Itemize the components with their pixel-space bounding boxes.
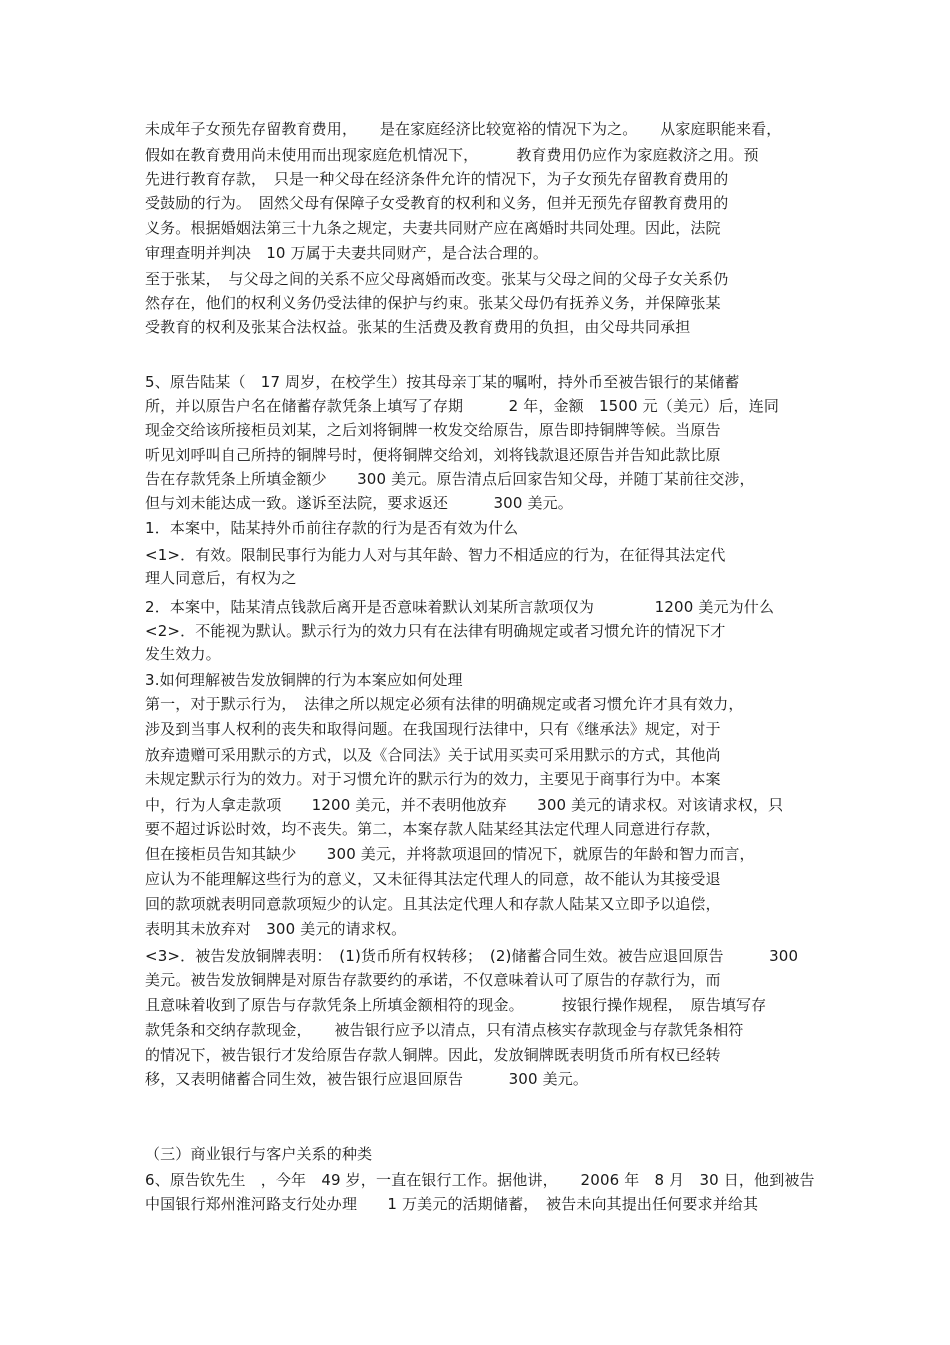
text-line: 中国银行郑州淮河路支行处办理 1 万美元的活期储蓄， 被告未向其提出任何要求并给其 [145, 1195, 759, 1213]
text-line: 1．本案中，陆某持外币前往存款的行为是否有效为什么 [145, 519, 519, 537]
text-line: 但与刘未能达成一致。遂诉至法院，要求返还 300 美元。 [145, 494, 573, 512]
text-line: <2>．不能视为默认。默示行为的效力只有在法律有明确规定或者习惯允许的情况下才 [145, 622, 726, 640]
text-line: <1>．有效。限制民事行为能力人对与其年龄、智力不相适应的行为，在征得其法定代 [145, 546, 726, 564]
text-line: 涉及到当事人权利的丧失和取得问题。在我国现行法律中，只有《继承法》规定，对于 [145, 720, 721, 738]
text-line: 表明其未放弃对 300 美元的请求权。 [145, 920, 407, 938]
text-line: 3.如何理解被告发放铜牌的行为本案应如何处理 [145, 671, 463, 689]
text-line: 的情况下，被告银行才发给原告存款人铜牌。因此，发放铜牌既表明货币所有权已经转 [145, 1046, 721, 1064]
text-line: 未规定默示行为的效力。对于习惯允许的默示行为的效力，主要见于商事行为中。本案 [145, 770, 721, 788]
text-line: 现金交给该所接柜员刘某，之后刘将铜牌一枚发交给原告，原告即持铜牌等候。当原告 [145, 421, 721, 439]
text-line: 6、原告钦先生 ，今年 49 岁，一直在银行工作。据他讲， 2006 年 8 月 30 日，他到被告 [145, 1171, 815, 1189]
text-line: 发生效力。 [145, 645, 221, 663]
text-line: 放弃遗赠可采用默示的方式，以及《合同法》关于试用买卖可采用默示的方式，其他尚 [145, 746, 721, 764]
text-line: 5、原告陆某（ 17 周岁，在校学生）按其母亲丁某的嘱咐，持外币至被告银行的某储蓄 [145, 373, 740, 391]
text-line: 要不超过诉讼时效，均不丧失。第二，本案存款人陆某经其法定代理人同意进行存款， [145, 820, 721, 838]
text-line: 但在接柜员告知其缺少 300 美元，并将款项退回的情况下，就原告的年龄和智力而言， [145, 845, 755, 863]
text-line: 未成年子女预先存留教育费用， 是在家庭经济比较宽裕的情况下为之。 从家庭职能来看， [145, 120, 782, 138]
text-line: 义务。根据婚姻法第三十九条之规定，夫妻共同财产应在离婚时共同处理。因此，法院 [145, 219, 721, 237]
text-line: 2．本案中，陆某清点钱款后离开是否意味着默认刘某所言款项仅为 1200 美元为什么 [145, 598, 775, 616]
text-line: 款凭条和交纳存款现金， 被告银行应予以清点，只有清点核实存款现金与存款凭条相符 [145, 1021, 744, 1039]
text-line: 理人同意后，有权为之 [145, 569, 297, 587]
text-line: 告在存款凭条上所填金额少 300 美元。原告清点后回家告知父母，并随丁某前往交涉， [145, 470, 755, 488]
text-line: 应认为不能理解这些行为的意义，又未征得其法定代理人的同意，故不能认为其接受退 [145, 870, 721, 888]
text-line: <3>．被告发放铜牌表明： (1)货币所有权转移； (2)储蓄合同生效。被告应退回原告 300 [145, 947, 799, 965]
text-line: 第一，对于默示行为， 法律之所以规定必须有法律的明确规定或者习惯允许才具有效力， [145, 695, 744, 713]
text-line: 所，并以原告户名在储蓄存款凭条上填写了存期 2 年，金额 1500 元（美元）后，连同 [145, 397, 780, 415]
section-heading: （三）商业银行与客户关系的种类 [145, 1145, 373, 1163]
text-line: 假如在教育费用尚未使用而出现家庭危机情况下， 教育费用仍应作为家庭救济之用。预 [145, 146, 759, 164]
text-line: 然存在，他们的权利义务仍受法律的保护与约束。张某父母仍有抚养义务，并保障张某 [145, 294, 721, 312]
text-line: 至于张某， 与父母之间的关系不应父母离婚而改变。张某与父母之间的父母子女关系仍 [145, 270, 729, 288]
text-line: 回的款项就表明同意款项短少的认定。且其法定代理人和存款人陆某又立即予以追偿， [145, 895, 721, 913]
text-line: 受教育的权利及张某合法权益。张某的生活费及教育费用的负担，由父母共同承担 [145, 318, 691, 336]
text-line: 先进行教育存款， 只是一种父母在经济条件允许的情况下，为子女预先存留教育费用的 [145, 170, 729, 188]
text-line: 且意味着收到了原告与存款凭条上所填金额相符的现金。 按银行操作规程， 原告填写存 [145, 996, 767, 1014]
text-line: 审理查明并判决 10 万属于夫妻共同财产，是合法合理的。 [145, 244, 549, 262]
text-line: 听见刘呼叫自己所持的铜牌号时，便将铜牌交给刘，刘将钱款退还原告并告知此款比原 [145, 446, 721, 464]
text-line: 美元。被告发放铜牌是对原告存款要约的承诺，不仅意味着认可了原告的存款行为，而 [145, 971, 721, 989]
text-line: 移，又表明储蓄合同生效，被告银行应退回原告 300 美元。 [145, 1070, 589, 1088]
text-line: 中，行为人拿走款项 1200 美元，并不表明他放弃 300 美元的请求权。对该请求权，只 [145, 796, 784, 814]
text-line: 受鼓励的行为。 固然父母有保障子女受教育的权利和义务，但并无预先存留教育费用的 [145, 194, 729, 212]
